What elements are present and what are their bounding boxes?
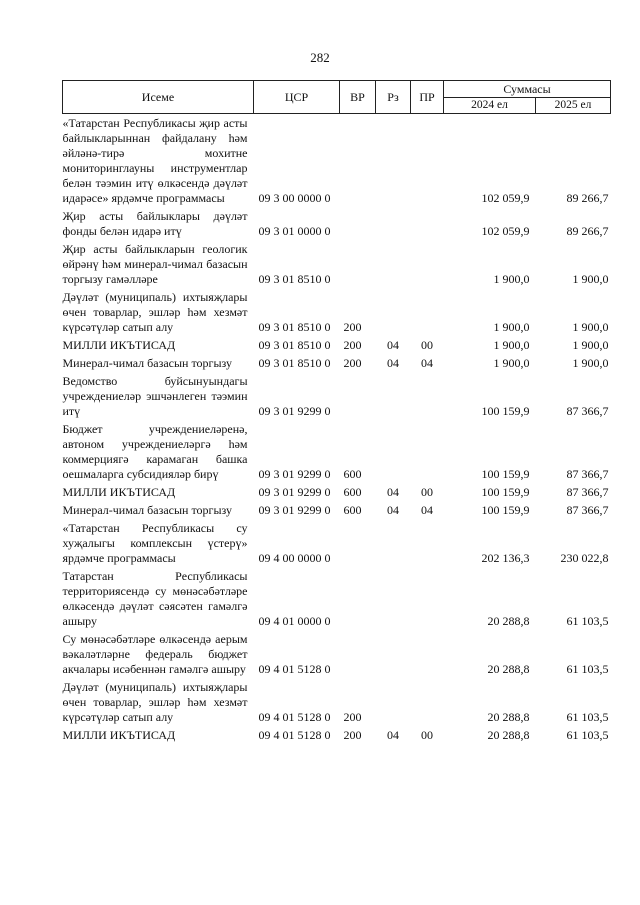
row-vr: 600 (343, 467, 362, 481)
row-rz: 04 (387, 338, 399, 352)
row-rz (376, 207, 411, 240)
row-pr: 00 (421, 728, 433, 742)
row-csr: 09 3 01 8510 0 (258, 356, 331, 370)
table-body (63, 114, 611, 745)
table-row (63, 501, 611, 519)
row-sum-2024: 1 900,0 (493, 320, 530, 334)
table-row (63, 678, 611, 726)
table-row (63, 420, 611, 483)
row-rz (376, 630, 411, 678)
row-csr: 09 4 00 0000 0 (258, 551, 331, 565)
row-sum-2024: 100 159,9 (481, 485, 530, 499)
row-vr (340, 519, 376, 567)
row-vr: 200 (343, 338, 362, 352)
row-vr: 200 (343, 710, 362, 724)
row-vr: 200 (343, 320, 362, 334)
row-sum-2025: 61 103,5 (566, 728, 609, 742)
row-sum-2024: 20 288,8 (487, 662, 530, 676)
row-vr (340, 630, 376, 678)
row-csr: 09 3 01 8510 0 (258, 272, 331, 286)
row-csr: 09 3 01 9299 0 (258, 503, 331, 517)
table-row (63, 336, 611, 354)
row-sum-2025: 89 266,7 (566, 224, 609, 238)
row-csr: 09 4 01 5128 0 (258, 710, 331, 724)
row-name: Җир асты байлыклары дәүләт фонды белән идарә итү (62, 209, 248, 238)
table-header (63, 81, 611, 114)
row-pr (411, 567, 444, 630)
row-rz (376, 372, 411, 420)
row-sum-2025: 230 022,8 (560, 551, 609, 565)
row-pr (411, 207, 444, 240)
row-sum-2024: 100 159,9 (481, 503, 530, 517)
row-sum-2025: 1 900,0 (572, 356, 609, 370)
header-name: Исеме (63, 81, 254, 114)
row-name: МИЛЛИ ИКЪТИСАД (62, 338, 176, 352)
row-vr (340, 372, 376, 420)
row-name: МИЛЛИ ИКЪТИСАД (62, 485, 176, 499)
row-csr: 09 3 01 8510 0 (258, 320, 331, 334)
row-sum-2024: 20 288,8 (487, 614, 530, 628)
row-pr (411, 240, 444, 288)
row-vr (340, 114, 376, 208)
row-rz (376, 567, 411, 630)
header-sum: Суммасы (444, 81, 611, 98)
row-csr: 09 3 01 8510 0 (258, 338, 331, 352)
row-rz (376, 288, 411, 336)
header-pr: ПР (411, 81, 444, 114)
row-pr: 00 (421, 338, 433, 352)
row-sum-2024: 20 288,8 (487, 710, 530, 724)
row-csr: 09 3 01 0000 0 (258, 224, 331, 238)
row-vr (340, 240, 376, 288)
row-sum-2025: 1 900,0 (572, 272, 609, 286)
row-name: Су мөнәсәбәтләре өлкәсендә аерым вәкаләтләрне федераль бюджет акчалары исәбеннән гамәлгә ашыру (62, 632, 248, 676)
row-vr (340, 567, 376, 630)
table-row (63, 354, 611, 372)
row-csr: 09 3 01 9299 0 (258, 485, 331, 499)
row-sum-2025: 87 366,7 (566, 503, 609, 517)
row-pr: 04 (421, 356, 433, 370)
row-name: Дәүләт (муниципаль) ихтыяҗлары өчен товарлар, эшләр һәм хезмәт күрсәтүләр сатып алу (62, 290, 248, 334)
row-sum-2024: 202 136,3 (481, 551, 530, 565)
row-pr (411, 114, 444, 208)
row-csr: 09 3 01 9299 0 (258, 467, 331, 481)
row-sum-2024: 1 900,0 (493, 356, 530, 370)
row-sum-2025: 61 103,5 (566, 710, 609, 724)
row-rz: 04 (387, 503, 399, 517)
row-name: Ведомство буйсынуындагы учреждениеләр эшчәнлеген тәэмин итү (62, 374, 248, 418)
row-name: Минерал-чимал базасын торгызу (62, 356, 233, 370)
row-csr: 09 4 01 0000 0 (258, 614, 331, 628)
row-csr: 09 4 01 5128 0 (258, 662, 331, 676)
row-pr (411, 372, 444, 420)
budget-table (62, 80, 611, 744)
row-rz (376, 519, 411, 567)
row-sum-2025: 87 366,7 (566, 485, 609, 499)
row-csr: 09 4 01 5128 0 (258, 728, 331, 742)
table-row (63, 630, 611, 678)
row-pr (411, 420, 444, 483)
table-row (63, 114, 611, 208)
row-vr: 200 (343, 728, 362, 742)
row-csr: 09 3 00 0000 0 (258, 191, 331, 205)
row-rz (376, 420, 411, 483)
row-rz: 04 (387, 356, 399, 370)
row-sum-2024: 1 900,0 (493, 338, 530, 352)
row-rz: 04 (387, 728, 399, 742)
row-sum-2024: 100 159,9 (481, 467, 530, 481)
row-name: «Татарстан Республикасы су хуҗалыгы комплексын үстерү» ярдәмче программасы (62, 521, 248, 565)
row-rz (376, 678, 411, 726)
page-number: 282 (310, 50, 330, 65)
table-row (63, 240, 611, 288)
header-vr: ВР (340, 81, 376, 114)
table-row (63, 207, 611, 240)
row-vr: 600 (343, 485, 362, 499)
table-row (63, 288, 611, 336)
row-sum-2024: 102 059,9 (481, 191, 530, 205)
row-sum-2025: 1 900,0 (572, 338, 609, 352)
header-year-2024: 2024 ел (444, 98, 536, 114)
row-sum-2025: 61 103,5 (566, 662, 609, 676)
row-vr: 200 (343, 356, 362, 370)
row-sum-2024: 102 059,9 (481, 224, 530, 238)
header-rz: Рз (376, 81, 411, 114)
row-sum-2024: 1 900,0 (493, 272, 530, 286)
row-pr: 04 (421, 503, 433, 517)
row-pr (411, 630, 444, 678)
row-sum-2025: 61 103,5 (566, 614, 609, 628)
row-name: Татарстан Республикасы территориясендә су мөнәсәбәтләре өлкәсендә дәүләт сәясәтен гамәлгә ашыру (62, 569, 248, 628)
row-rz (376, 114, 411, 208)
table-row (63, 483, 611, 501)
row-sum-2024: 20 288,8 (487, 728, 530, 742)
row-rz: 04 (387, 485, 399, 499)
row-name: Дәүләт (муниципаль) ихтыяҗлары өчен товарлар, эшләр һәм хезмәт күрсәтүләр сатып алу (62, 680, 248, 724)
row-name: МИЛЛИ ИКЪТИСАД (62, 728, 176, 742)
row-rz (376, 240, 411, 288)
row-sum-2025: 89 266,7 (566, 191, 609, 205)
row-pr: 00 (421, 485, 433, 499)
row-pr (411, 288, 444, 336)
table-row (63, 726, 611, 744)
row-name: Минерал-чимал базасын торгызу (62, 503, 233, 517)
header-csr: ЦСР (254, 81, 340, 114)
table-row (63, 372, 611, 420)
table-row (63, 519, 611, 567)
row-vr (340, 207, 376, 240)
row-sum-2024: 100 159,9 (481, 404, 530, 418)
row-sum-2025: 87 366,7 (566, 467, 609, 481)
row-name: Бюджет учреждениеләренә, автоном учреждениеләргә һәм коммерциягә карамаган башка оешмаларга субсидияләр бирү (62, 422, 248, 481)
row-pr (411, 678, 444, 726)
header-year-2025: 2025 ел (536, 98, 611, 114)
table-row (63, 567, 611, 630)
row-csr: 09 3 01 9299 0 (258, 404, 331, 418)
row-vr: 600 (343, 503, 362, 517)
row-sum-2025: 87 366,7 (566, 404, 609, 418)
row-pr (411, 519, 444, 567)
row-name: «Татарстан Республикасы җир асты байлыкларыннан файдалану һәм әйләнә-тирә мохитне мониторинглауны инструментлар белән тәэмин итү өлкәсендә дәүләт идарәсе» ярдәмче программасы (62, 116, 248, 205)
row-sum-2025: 1 900,0 (572, 320, 609, 334)
row-name: Җир асты байлыкларын геологик өйрәнү һәм минерал-чимал базасын торгызу гамәлләре (62, 242, 248, 286)
